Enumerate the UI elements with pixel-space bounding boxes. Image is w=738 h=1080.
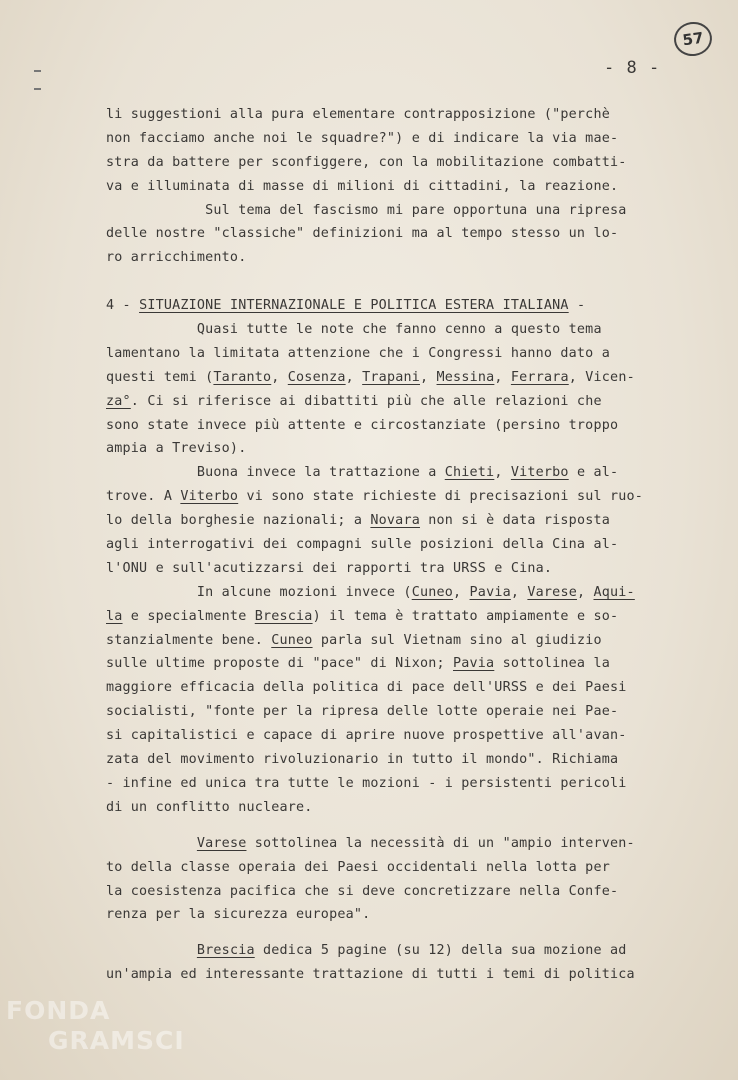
archive-stamp: 57 [672, 20, 714, 59]
text-line: un'ampia ed interessante trattazione di tutti i temi di politica [106, 967, 635, 983]
text-line: stra da battere per sconfiggere, con la mobilitazione combatti- [106, 154, 627, 170]
text-line: trove. A Viterbo vi sono state richieste di precisazioni sul ruo- [106, 489, 644, 505]
text-line: Varese sottolinea la necessità di un "ampio interven- [196, 835, 635, 851]
typed-text [106, 103, 674, 987]
text-line: socialisti, "fonte per la ripresa delle lotte operaie nei Pae- [106, 704, 619, 720]
text-line: ampia a Treviso). [106, 441, 247, 457]
text-line: lamentano la limitata attenzione che i Congressi hanno dato a [106, 345, 610, 361]
text-line: li suggestioni alla pura elementare contrapposizione ("perchè [106, 107, 610, 122]
text-line: Quasi tutte le note che fanno cenno a questo tema [106, 322, 602, 338]
text-line: Sul tema del fascismo mi pare opportuna una ripresa [106, 202, 627, 218]
section-title: SITUAZIONE INTERNAZIONALE E POLITICA ESTERA ITALIANA [139, 298, 569, 314]
text-line: maggiore efficacia della politica di pace dell'URSS e dei Paesi [106, 680, 627, 696]
text-line: la e specialmente Brescia) il tema è trattato ampiamente e so- [106, 608, 619, 624]
text-line: sono state invece più attente e circostanziate (persino troppo [106, 417, 619, 433]
text-line: renza per la sicurezza europea". [106, 907, 371, 923]
archive-watermark: FONDA GRAMSCI [6, 996, 185, 1055]
text-line: - infine ed unica tra tutte le mozioni - i persistenti pericoli [106, 775, 627, 791]
margin-marks [34, 70, 41, 106]
text-line: non facciamo anche noi le squadre?") e di indicare la via mae- [106, 130, 619, 146]
text-line: sulle ultime proposte di "pace" di Nixon; Pavia sottolinea la [106, 656, 610, 672]
text-line: Buona invece la trattazione a Chieti, Viterbo e al- [106, 465, 619, 481]
text-line: ro arricchimento. [106, 250, 247, 266]
text-line: to della classe operaia dei Paesi occidentali nella lotta per [106, 859, 610, 875]
text-line: stanzialmente bene. Cuneo parla sul Vietnam sino al giudizio [106, 632, 602, 648]
section-heading: 4 - SITUAZIONE INTERNAZIONALE E POLITICA ESTERA ITALIANA - [106, 298, 586, 314]
text-line: delle nostre "classiche" definizioni ma al tempo stesso un lo- [106, 226, 619, 242]
text-line: lo della borghesie nazionali; a Novara non si è data risposta [106, 513, 610, 529]
page-number: - 8 - [604, 58, 661, 78]
text-line: l'ONU e sull'acutizzarsi dei rapporti tra URSS e Cina. [106, 560, 553, 576]
text-line: di un conflitto nucleare. [106, 799, 313, 815]
text-line: zata del movimento rivoluzionario in tutto il mondo". Richiama [106, 752, 619, 768]
text-line: va e illuminata di masse di milioni di cittadini, la reazione. [106, 178, 619, 194]
text-line: agli interrogativi dei compagni sulle posizioni della Cina al- [106, 537, 619, 553]
text-line: questi temi (Taranto, Cosenza, Trapani, Messina, Ferrara, Vicen- [106, 369, 635, 385]
text-line: za°. Ci si riferisce ai dibattiti più che alle relazioni che [106, 393, 602, 409]
text-line: la coesistenza pacifica che si deve concretizzare nella Confe- [106, 883, 619, 899]
text-line: si capitalistici e capace di aprire nuove prospettive all'avan- [106, 728, 627, 744]
text-line: In alcune mozioni invece (Cuneo, Pavia, Varese, Aqui- [106, 584, 635, 600]
text-line: Brescia dedica 5 pagine (su 12) della sua mozione ad [196, 943, 627, 959]
